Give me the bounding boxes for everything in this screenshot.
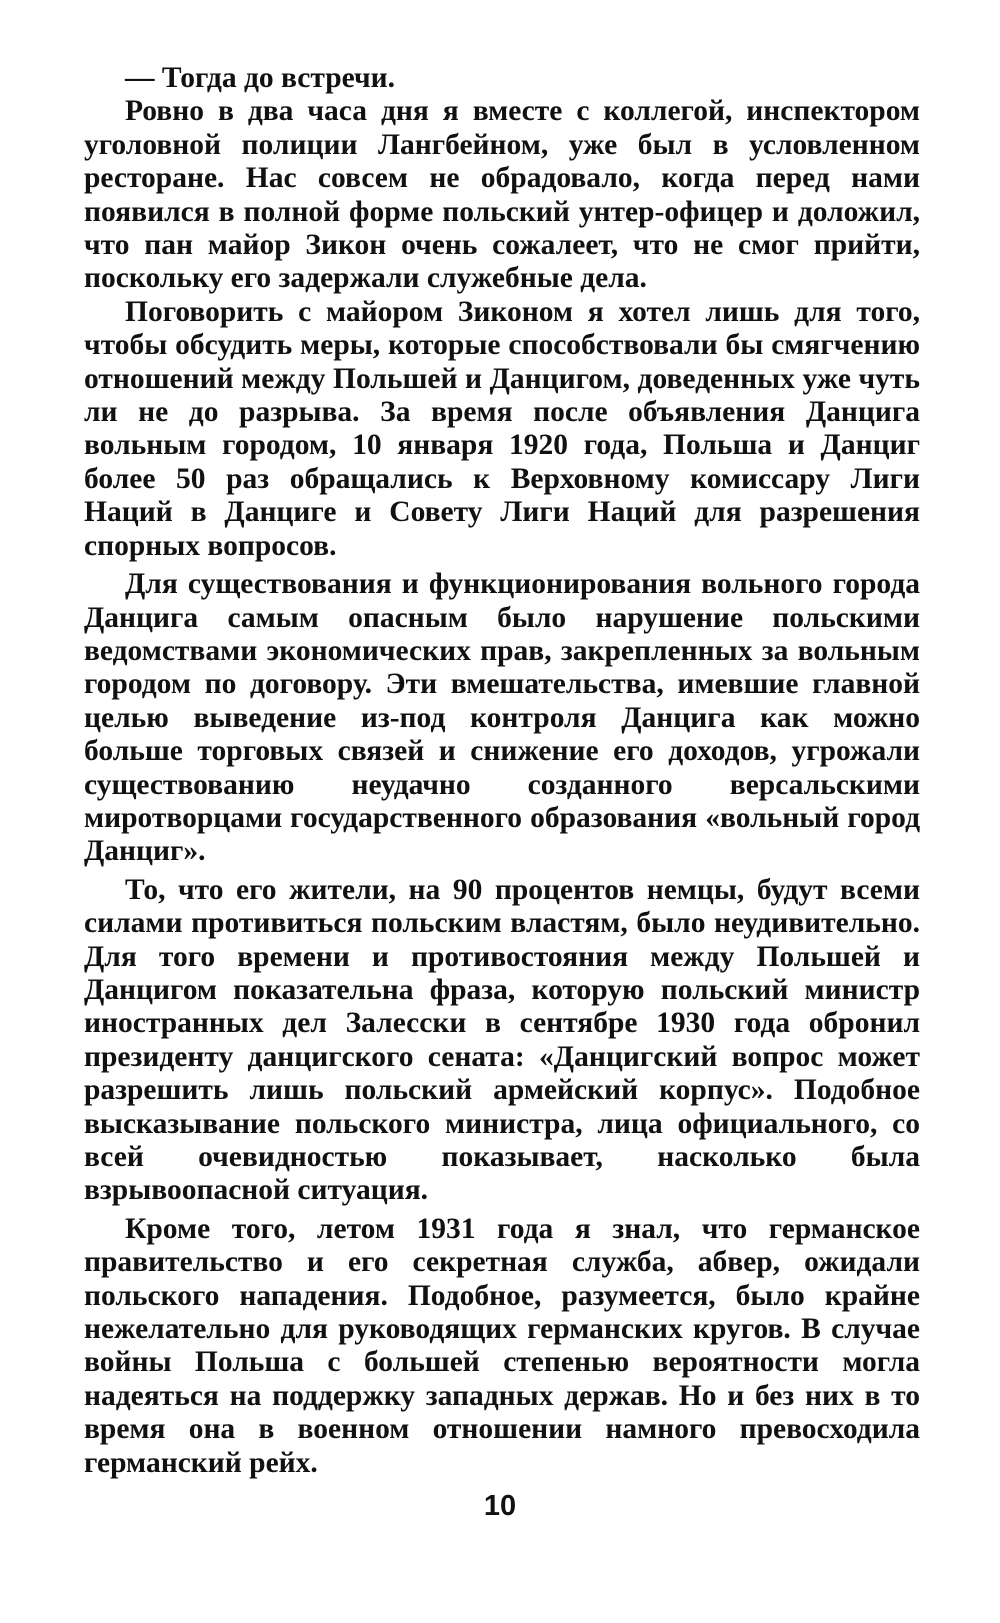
paragraph-6: Кроме того, летом 1931 года я знал, что германское правительство и его секретная служба, абвер, ожидали польского нападения. Подобное, разумеется, было крайне нежелательно для руководящих германских кругов. В случае войны Польша с большей степенью вероятности могла надеяться на поддержку западных держав. Но и без них в то время она в военном отношении намного превосходила германский рейх. xyxy=(84,1212,920,1479)
paragraph-1: — Тогда до встречи. xyxy=(125,62,396,94)
paragraph-2: Ровно в два часа дня я вместе с коллегой, инспектором уголовной полиции Лангбейном, уже был в условленном ресторане. Нас совсем не обрадовало, когда перед нами появился в полной форме польский унтер-офицер и доложил, что пан майор Зикон очень сожалеет, что не смог прийти, поскольку его задержали служебные дела. xyxy=(84,95,920,295)
paragraph-5: То, что его жители, на 90 процентов немцы, будут всеми силами противиться польским властям, было неудивительно. Для того времени и противостояния между Польшей и Данцигом показательна фраза, которую польский министр иностранных дел Залесски в сентябре 1930 года обронил президенту данцигского сената: «Данцигский вопрос может разрешить лишь польский армейский корпус». Подобное высказывание польского министра, лица официального, со всей очевидностью показывает, насколько была взрывоопасной ситуация. xyxy=(84,873,920,1207)
paragraph-3: Поговорить с майором Зиконом я хотел лишь для того, чтобы обсудить меры, которые способствовали бы смягчению отношений между Польшей и Данцигом, доведенных уже чуть ли не до разрыва. За время после объявления Данцига вольным городом, 10 января 1920 года, Польша и Данциг более 50 раз обращались к Верховному комиссару Лиги Наций в Данциге и Совету Лиги Наций для разрешения спорных вопросов. xyxy=(84,295,920,562)
page-number: 10 xyxy=(483,1490,517,1522)
paragraph-4: Для существования и функционирования вольного города Данцига самым опасным было нарушение польскими ведомствами экономических прав, закрепленных за вольным городом по договору. Эти вмешательства, имевшие главной целью выведение из-под контроля Данцига как можно больше торговых связей и снижение его доходов, угрожали существованию неудачно созданного версальскими миротворцами государственного образования «вольный город Данциг». xyxy=(84,568,920,868)
book-page-text xyxy=(84,62,920,1480)
